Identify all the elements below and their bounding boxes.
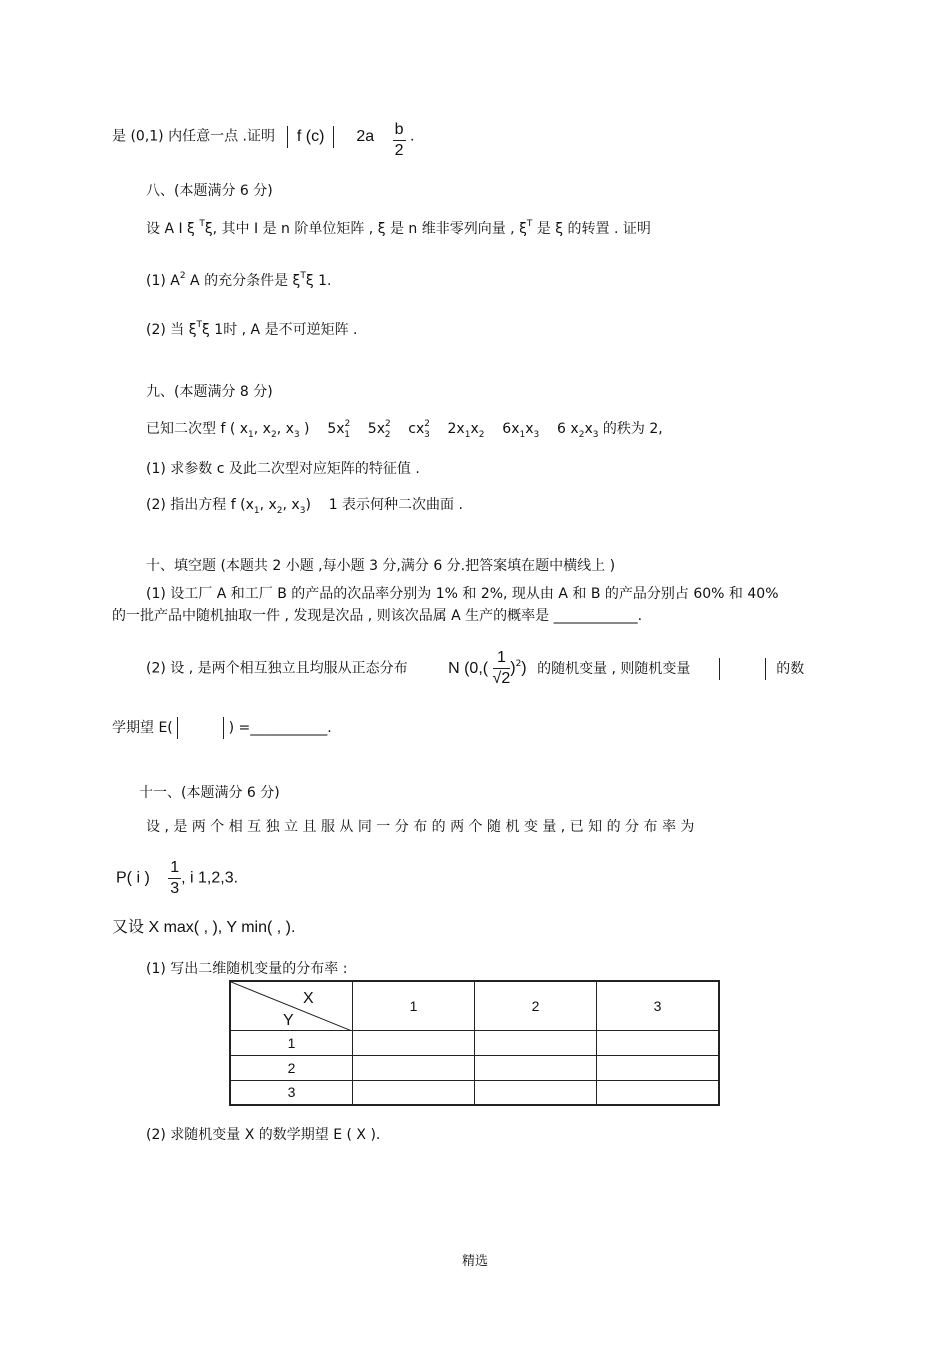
q11-probability: [116, 860, 238, 897]
table-cell: [597, 1030, 720, 1055]
q8-definition: [146, 219, 651, 237]
col-header: 2: [475, 981, 597, 1030]
q11-part1: (1) 写出二维随机变量的分布率 :: [146, 961, 348, 977]
q9-p2-pre: (2) 指出方程 f (x: [146, 497, 254, 513]
sup-c: 2: [424, 419, 430, 429]
def-post-sup: T: [526, 219, 533, 229]
table-cell: [353, 1080, 475, 1105]
def-xi: ξ: [204, 221, 213, 237]
q10-part1-line1: (1) 设工厂 A 和工厂 B 的产品的次品率分别为 1% 和 2%, 现从由 A 和 B 的产品分别占 60% 和 40%: [146, 586, 779, 602]
q10-line2-pre: 学期望 E(: [112, 720, 173, 736]
p1-tail: ξ 1.: [305, 273, 332, 289]
page-footer: 精选: [461, 1254, 488, 1269]
rank-text: 的秩为 2,: [602, 421, 663, 437]
def-post: , 其中 I 是 n 阶单位矩阵 , ξ 是 n 维非零列向量 , ξ: [212, 221, 527, 237]
corner-y-label: Y: [283, 1012, 294, 1029]
q8-part1: [146, 271, 332, 289]
q9-header: 九、(本题满分 8 分): [146, 384, 273, 400]
paren-close: ): [510, 659, 516, 677]
def-pre: 设 A I ξ: [146, 221, 195, 237]
frac-sqrt2: √2: [492, 670, 511, 687]
two-a: 2a: [356, 127, 375, 145]
sup-b: 2: [384, 419, 391, 429]
abs-bar-right: [333, 126, 334, 148]
abs-bar-right-3: [223, 717, 224, 739]
q9-part1: (1) 求参数 c 及此二次型对应矩阵的特征值 .: [146, 461, 420, 477]
q8-part2: [146, 320, 358, 338]
q10-p2-pre: (2) 设 , 是两个相互独立且均服从正态分布: [146, 660, 408, 677]
row-header: 1: [230, 1030, 353, 1055]
p1-mid: A 的充分条件是 ξ: [185, 273, 301, 289]
f-of-c: f (c): [296, 127, 325, 145]
normal-dist: N (0,(: [448, 659, 489, 677]
corner-x-label: X: [303, 990, 314, 1007]
q10-part2-line2: [112, 717, 332, 739]
sub-3: 3: [293, 430, 300, 440]
q9-p2-tail: 1 表示何种二次曲面 .: [328, 497, 463, 513]
abs-bar-left: [287, 126, 288, 148]
table-row: [230, 1080, 719, 1105]
q8-header: 八、(本题满分 6 分): [146, 183, 273, 199]
table-cell: [597, 1080, 720, 1105]
table-cell: [475, 1055, 597, 1080]
table-header-row: [230, 981, 719, 1030]
table-cell: [353, 1030, 475, 1055]
p1-sup: 2: [179, 271, 186, 281]
q10-p2-mid: 的随机变量 , 则随机变量: [537, 660, 691, 677]
q11-part2: (2) 求随机变量 X 的数学期望 E ( X ).: [146, 1127, 381, 1143]
distribution-table: [229, 980, 720, 1106]
q10-header: 十、填空题 (本题共 2 小题 ,每小题 3 分,满分 6 分.把答案填在题中横线上 ): [146, 558, 616, 574]
p1-sup2: T: [300, 271, 306, 281]
row-header: 3: [230, 1080, 353, 1105]
q11-line1: 设 , 是 两 个 相 互 独 立 且 服 从 同 一 分 布 的 两 个 随 机 变 量 , 已 知 的 分 布 率 为: [146, 819, 695, 835]
q10-p2-tail: 的数: [776, 660, 805, 677]
q10-part2-line1: [146, 650, 804, 687]
abs-bar-right-2: [765, 658, 766, 680]
q11-definition: 又设 X max( , ), Y min( , ).: [112, 919, 296, 936]
period: .: [409, 127, 415, 145]
fraction-1-over-sqrt2: [493, 650, 511, 687]
p2-sup: T: [196, 320, 203, 330]
abs-bar-left-3: [177, 717, 178, 739]
q11-header: 十一、(本题满分 6 分): [139, 785, 280, 801]
p2-pre: (2) 当 ξ: [146, 322, 197, 338]
table-cell: [475, 1080, 597, 1105]
square-sup: 2: [515, 658, 522, 669]
def-sup: T: [199, 219, 205, 229]
row-header: 2: [230, 1055, 353, 1080]
fraction-1-over-3: [168, 860, 181, 897]
prob-num: 1: [168, 860, 181, 879]
frac-den: 2: [394, 142, 404, 159]
col-header: 1: [353, 981, 475, 1030]
q9-intro: 已知二次型 f ( x: [146, 421, 249, 437]
frac-one: 1: [493, 650, 511, 669]
q9-quadratic-form: 已知二次型 f ( $x_1$, $x_2$, $x_3$ ) $5x^2_1$ $5x^2_2$ $cx^2_3$ $2x_1x_2$ $6x_1x_3$ 6 $x_2x_3$ 的秩为 2,: [146, 419, 663, 440]
q10-part1-line2: 的一批产品中随机抽取一件 , 发现是次品 , 则该次品属 A 生产的概率是 ____________.: [112, 608, 643, 624]
table-cell: [597, 1055, 720, 1080]
table-cell: [475, 1030, 597, 1055]
def-tail: 是 ξ 的转置 . 证明: [532, 221, 651, 237]
q9-part2: (2) 指出方程 f ($x_1$, $x_2$, $x_3$) 1 表示何种二次曲面 .: [146, 497, 463, 516]
sub-1: 1: [248, 430, 254, 440]
sup-a: 2: [344, 419, 351, 429]
prob-tail: , i 1,2,3.: [181, 869, 239, 887]
prob-pre: P( i ): [116, 869, 150, 887]
col-header: 3: [597, 981, 720, 1030]
fraction-b-over-2: [393, 122, 406, 159]
q10-line2-tail: ) =___________.: [228, 720, 332, 736]
sub-2: 2: [270, 430, 277, 440]
table-cell: [353, 1055, 475, 1080]
table-corner-cell: [230, 981, 353, 1030]
prev-proof-line: [112, 118, 415, 159]
proof-text: 是 (0,1) 内任意一点 .证明: [112, 128, 275, 145]
table-row: [230, 1030, 719, 1055]
prob-den: 3: [170, 880, 180, 897]
p2-tail: ξ 1时 , A 是不可逆矩阵 .: [202, 322, 358, 338]
table-row: [230, 1055, 719, 1080]
paren-close2: ): [521, 659, 527, 677]
abs-bar-left-2: [719, 658, 720, 680]
p1-pre: (1) A: [146, 273, 180, 289]
frac-num: b: [393, 122, 406, 141]
